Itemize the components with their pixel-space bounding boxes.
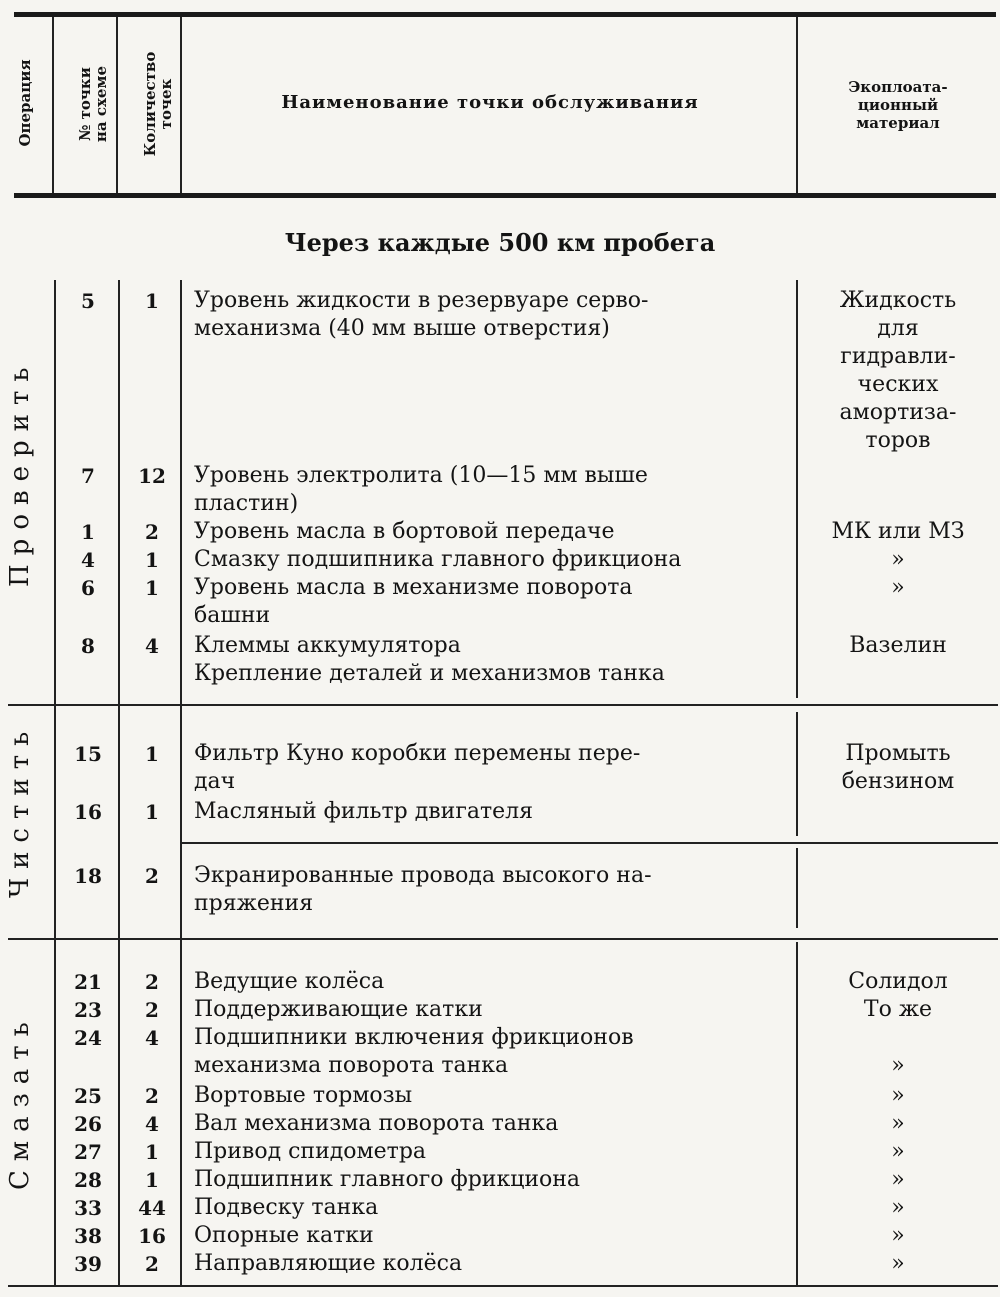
group-separator: [8, 704, 998, 706]
point-name: Уровень масла в механизме поворота башни: [194, 575, 633, 628]
header-divider: [796, 17, 798, 193]
point-number: 38: [74, 1224, 102, 1248]
group-label-check: Проверить: [5, 358, 35, 587]
material: Жидкость для гидравли- ческих амортиза- торов: [839, 288, 957, 453]
header-bottom-rule: [14, 193, 996, 198]
point-count: 4: [145, 1026, 159, 1050]
point-number: 18: [74, 864, 102, 888]
table-divider: [118, 280, 120, 1285]
table-divider: [796, 942, 798, 1285]
point-name: Уровень жидкости в резервуаре серво- механизма (40 мм выше отверстия): [194, 288, 649, 341]
point-name: Опорные катки: [194, 1223, 374, 1248]
point-name: Подвеску танка: [194, 1195, 379, 1220]
header-material: Экоплоата- ционный материал: [848, 78, 948, 132]
material: »: [891, 1083, 905, 1108]
point-number: 15: [74, 742, 102, 766]
point-name: Подшипники включения фрикционов механизма поворота танка: [194, 1025, 634, 1078]
point-count: 4: [145, 1112, 159, 1136]
material: »: [891, 1195, 905, 1220]
table-divider: [180, 280, 182, 1285]
material: Промыть бензином: [841, 741, 955, 794]
table-divider: [796, 280, 798, 698]
material: »: [891, 1167, 905, 1192]
point-count: 2: [145, 1252, 159, 1276]
table-divider: [54, 280, 56, 1285]
material: МК или МЗ: [831, 519, 965, 544]
point-count: 2: [145, 970, 159, 994]
material: То же: [863, 997, 933, 1022]
point-count: 12: [138, 464, 166, 488]
point-name: Крепление деталей и механизмов танка: [194, 661, 665, 686]
material: Вазелин: [849, 633, 947, 658]
point-number: 16: [74, 800, 102, 824]
point-name: Подшипник главного фрикциона: [194, 1167, 581, 1192]
point-name: Привод спидометра: [194, 1139, 427, 1164]
header-divider: [180, 17, 182, 193]
point-number: 27: [74, 1140, 102, 1164]
table-divider: [796, 848, 798, 928]
material: »: [891, 1251, 905, 1276]
point-count: 1: [145, 1140, 159, 1164]
point-name: Экранированные провода высокого на- пряжения: [194, 863, 652, 916]
group-separator: [8, 938, 998, 940]
table-divider: [796, 712, 798, 836]
point-number: 39: [74, 1252, 102, 1276]
point-count: 4: [145, 634, 159, 658]
point-number: 28: [74, 1168, 102, 1192]
header-operation: Операция: [16, 59, 34, 147]
point-count: 2: [145, 1084, 159, 1108]
header-top-rule: [14, 12, 996, 17]
point-name: Уровень электролита (10—15 мм выше пластин): [194, 463, 648, 516]
point-count: 2: [145, 998, 159, 1022]
point-number: 24: [74, 1026, 102, 1050]
table-bottom-rule: [8, 1285, 998, 1287]
point-number: 21: [74, 970, 102, 994]
point-number: 6: [81, 576, 95, 600]
section-title: Через каждые 500 км пробега: [284, 228, 716, 257]
point-number: 8: [81, 634, 95, 658]
material: »: [891, 547, 905, 572]
point-number: 4: [81, 548, 95, 572]
point-number: 23: [74, 998, 102, 1022]
point-number: 1: [81, 520, 95, 544]
point-number: 25: [74, 1084, 102, 1108]
point-number: 26: [74, 1112, 102, 1136]
material: »: [891, 1139, 905, 1164]
point-number: 7: [81, 464, 95, 488]
point-count: 2: [145, 520, 159, 544]
point-name: Смазку подшипника главного фрикциона: [194, 547, 682, 572]
header-divider: [52, 17, 54, 193]
header-count: Количество точек: [141, 51, 175, 157]
point-count: 1: [145, 576, 159, 600]
point-name: Масляный фильтр двигателя: [194, 799, 534, 824]
point-count: 16: [138, 1224, 166, 1248]
point-name: Вортовые тормозы: [194, 1083, 413, 1108]
point-number: 33: [74, 1196, 102, 1220]
point-count: 44: [138, 1196, 166, 1220]
header-name: Наименование точки обслуживания: [281, 92, 699, 113]
point-count: 1: [145, 800, 159, 824]
point-name: Фильтр Куно коробки перемены пере- дач: [194, 741, 641, 794]
point-name: Вал механизма поворота танка: [194, 1111, 559, 1136]
group-label-lubricate: Смазать: [5, 1013, 35, 1190]
point-name: Ведущие колёса: [194, 969, 385, 994]
point-name: Клеммы аккумулятора: [194, 633, 461, 658]
point-number: 5: [81, 289, 95, 313]
material: »: [891, 1111, 905, 1136]
row-separator: [180, 842, 998, 844]
header-point-number: № точки на схеме: [76, 65, 110, 143]
material: Солидол: [848, 969, 948, 994]
point-count: 1: [145, 289, 159, 313]
point-name: Поддерживающие катки: [194, 997, 483, 1022]
point-count: 1: [145, 548, 159, 572]
header-divider: [116, 17, 118, 193]
material: »: [891, 1053, 905, 1078]
point-count: 1: [145, 1168, 159, 1192]
group-label-clean: Чистить: [5, 722, 35, 898]
point-name: Направляющие колёса: [194, 1251, 463, 1276]
point-count: 2: [145, 864, 159, 888]
material: »: [891, 575, 905, 600]
point-count: 1: [145, 742, 159, 766]
material: »: [891, 1223, 905, 1248]
point-name: Уровень масла в бортовой передаче: [194, 519, 615, 544]
